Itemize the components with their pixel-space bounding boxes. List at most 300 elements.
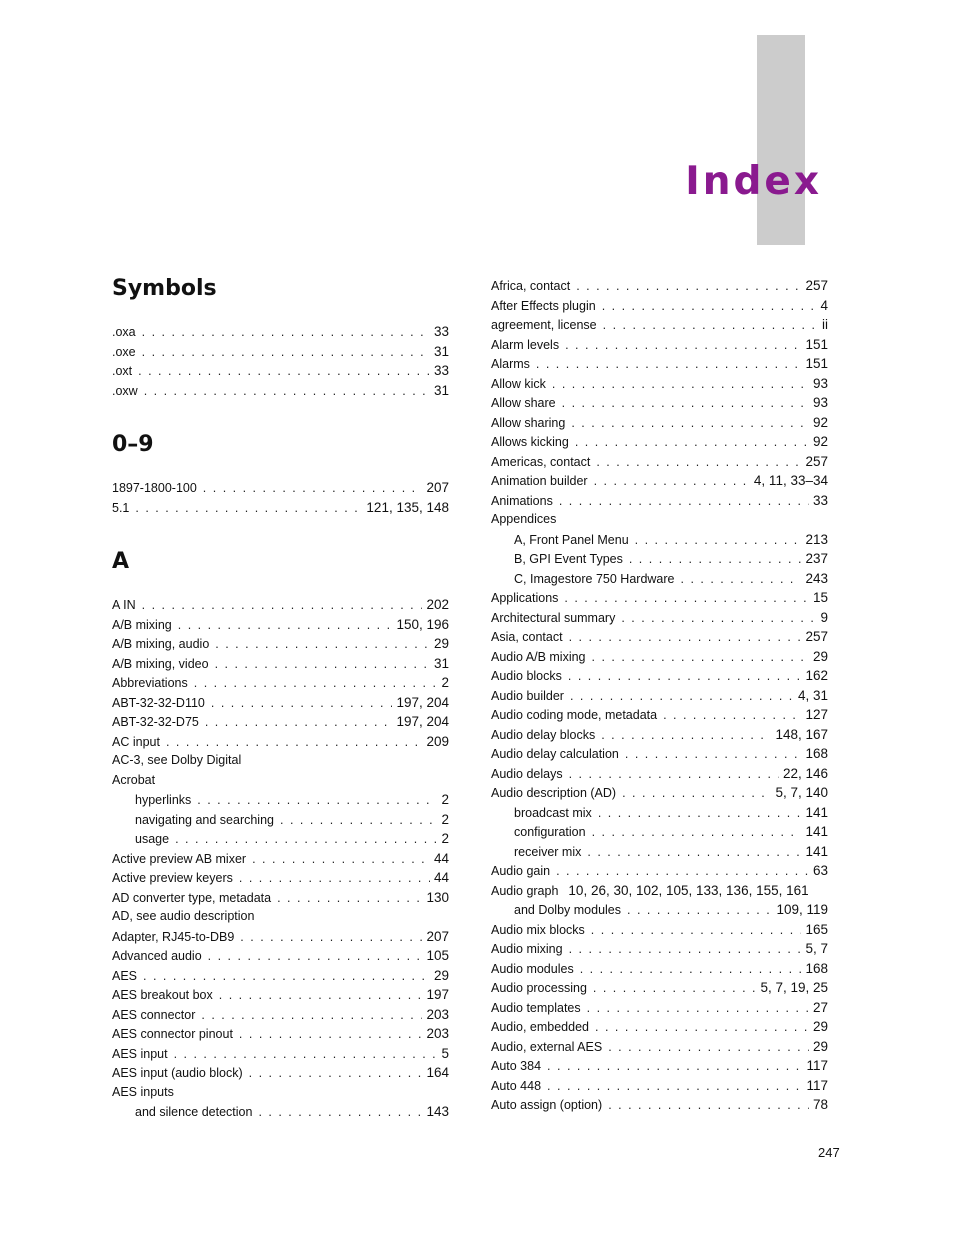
entry-pages[interactable]: 2: [441, 831, 449, 846]
index-entry[interactable]: [491, 374, 828, 394]
index-entry[interactable]: [491, 647, 828, 667]
entry-pages[interactable]: 5, 7, 19, 25: [760, 980, 828, 995]
index-entry[interactable]: [112, 673, 449, 693]
dot-leader: [536, 355, 802, 375]
index-entry[interactable]: [112, 1024, 449, 1044]
index-entry[interactable]: [112, 927, 449, 947]
entry-pages[interactable]: 5, 7, 140: [775, 785, 828, 800]
index-entry[interactable]: [491, 491, 828, 511]
entry-term: Applications: [491, 591, 559, 605]
index-entry[interactable]: [491, 1076, 828, 1096]
page-title: Index: [685, 159, 822, 204]
entry-pages[interactable]: 151: [805, 356, 828, 371]
dot-leader: [215, 655, 430, 675]
index-entry[interactable]: [491, 608, 828, 628]
dot-leader: [587, 843, 801, 863]
dot-leader: [552, 375, 809, 395]
entry-term: Allow kick: [491, 376, 546, 391]
entry-term: 5.1: [112, 500, 130, 515]
entry-pages[interactable]: 29: [812, 648, 828, 664]
dot-leader: [175, 830, 437, 850]
entry-pages[interactable]: 117: [806, 1077, 828, 1093]
index-entry[interactable]: [491, 744, 828, 764]
dot-leader: [575, 433, 809, 453]
dot-leader: [178, 616, 393, 636]
dot-leader: [627, 901, 772, 921]
entry-term: A/B mixing, audio: [112, 637, 210, 651]
index-subentry[interactable]: [491, 569, 828, 589]
dot-leader: [166, 733, 423, 753]
entry-pages[interactable]: 164: [426, 1065, 449, 1080]
entry-pages[interactable]: 29: [433, 636, 449, 651]
entry-term: agreement, license: [491, 318, 597, 332]
index-entry[interactable]: [491, 315, 828, 335]
dot-leader: [596, 453, 801, 473]
entry-term: Audio delay blocks: [491, 727, 596, 742]
dot-leader: [249, 1064, 423, 1084]
entry-pages[interactable]: 207: [426, 928, 449, 944]
entry-pages[interactable]: 78: [812, 1097, 828, 1112]
entry-term: AD converter type, metadata: [112, 890, 272, 905]
entry-pages[interactable]: 141: [805, 843, 828, 859]
entry-pages[interactable]: 202: [426, 597, 449, 612]
dot-leader: [625, 745, 802, 765]
dot-leader: [601, 726, 771, 746]
entry-term: A/B mixing, video: [112, 656, 209, 671]
dot-leader: [277, 889, 422, 909]
entry-term: Africa, contact: [491, 279, 571, 293]
entry-pages[interactable]: 10, 26, 30, 102, 105, 133, 136, 155, 161: [568, 882, 809, 898]
index-entry[interactable]: [112, 595, 449, 615]
dot-leader: [570, 687, 794, 707]
section-heading: Symbols: [112, 276, 217, 301]
index-entry[interactable]: [491, 276, 828, 296]
entry-term: After Effects plugin: [491, 298, 596, 313]
dot-leader: [571, 414, 809, 434]
entry-pages[interactable]: 9: [820, 609, 828, 625]
entry-pages[interactable]: 29: [433, 967, 449, 983]
dot-leader: [547, 1057, 802, 1077]
dot-leader: [203, 479, 423, 499]
index-entry[interactable]: [491, 725, 828, 745]
index-entry[interactable]: [112, 615, 449, 635]
entry-term: usage: [135, 832, 170, 846]
index-entry[interactable]: [491, 1095, 828, 1115]
entry-pages[interactable]: 150, 196: [396, 616, 449, 632]
entry-pages[interactable]: 148, 167: [775, 726, 828, 742]
entry-pages[interactable]: 31: [433, 655, 449, 671]
dot-leader: [142, 323, 430, 343]
entry-term: Audio graph: [491, 883, 559, 898]
entry-pages[interactable]: 165: [805, 921, 828, 937]
entry-term: Audio, external AES: [491, 1039, 603, 1054]
entry-term: Audio delays: [491, 766, 563, 781]
index-entry[interactable]: [112, 693, 449, 713]
index-entry[interactable]: [112, 712, 449, 732]
entry-term: Alarms: [491, 357, 530, 371]
entry-pages[interactable]: 203: [426, 1026, 449, 1041]
entry-pages[interactable]: 209: [426, 733, 449, 749]
index-section: [112, 517, 449, 1122]
entry-term: configuration: [514, 825, 586, 839]
index-entry[interactable]: [491, 686, 828, 706]
entry-pages[interactable]: 2: [441, 811, 449, 827]
entry-term: Active preview AB mixer: [112, 851, 247, 866]
dot-leader: [564, 589, 809, 609]
entry-pages[interactable]: 130: [426, 889, 449, 905]
entry-pages[interactable]: 121, 135, 148: [366, 499, 449, 515]
index-entry[interactable]: [112, 771, 449, 791]
index-entry[interactable]: [112, 1083, 449, 1103]
entry-term: C, Imagestore 750 Hardware: [514, 571, 675, 586]
entry-pages[interactable]: 27: [812, 999, 828, 1015]
index-section: [112, 400, 449, 517]
dot-leader: [208, 947, 423, 967]
entry-pages[interactable]: 93: [812, 395, 828, 410]
dot-leader: [205, 713, 393, 733]
index-entry[interactable]: [491, 1037, 828, 1057]
entry-term: .oxe: [112, 344, 136, 359]
index-subentry[interactable]: [112, 790, 449, 810]
dot-leader: [174, 1045, 438, 1065]
dot-leader: [559, 492, 809, 512]
dot-leader: [565, 336, 801, 356]
index-column-right: [491, 276, 828, 1115]
entry-pages[interactable]: 33: [812, 492, 828, 508]
entry-term: Advanced audio: [112, 949, 202, 963]
dot-leader: [608, 1096, 809, 1116]
entry-pages[interactable]: 143: [426, 1104, 449, 1119]
dot-leader: [197, 791, 437, 811]
entry-term: .oxw: [112, 383, 138, 398]
entry-pages[interactable]: 257: [805, 278, 828, 293]
index-subentry[interactable]: [112, 1102, 449, 1122]
index-entry[interactable]: [491, 666, 828, 686]
entry-term: Animation builder: [491, 474, 588, 488]
entry-pages[interactable]: 22, 146: [782, 765, 828, 781]
entry-pages[interactable]: 257: [805, 629, 828, 644]
entry-pages[interactable]: 117: [806, 1058, 828, 1073]
entry-pages[interactable]: 105: [426, 948, 449, 963]
index-subentry[interactable]: [491, 803, 828, 823]
entry-pages[interactable]: 197, 204: [396, 694, 449, 710]
entry-term: ABT-32-32-D110: [112, 695, 205, 710]
entry-term: Alarm levels: [491, 337, 560, 352]
entry-term: Abbreviations: [112, 676, 188, 690]
page-number: 247: [818, 1145, 840, 1160]
dot-leader: [681, 570, 802, 590]
index-entry[interactable]: [112, 907, 449, 927]
index-entry[interactable]: [491, 764, 828, 784]
entry-term: hyperlinks: [135, 793, 192, 807]
entry-term: Asia, contact: [491, 630, 563, 644]
entry-term: Auto 384: [491, 1059, 542, 1073]
index-subentry[interactable]: [491, 530, 828, 550]
entry-term: Audio, embedded: [491, 1020, 589, 1034]
entry-term: AES connector pinout: [112, 1027, 233, 1041]
dot-leader: [569, 765, 779, 785]
index-subentry[interactable]: [112, 810, 449, 830]
entry-term: AC-3, see Dolby Digital: [112, 753, 242, 767]
index-subentry[interactable]: [112, 829, 449, 849]
index-entry[interactable]: [112, 868, 449, 888]
dot-leader: [621, 609, 816, 629]
index-entry[interactable]: [491, 452, 828, 472]
entry-term: and silence detection: [135, 1105, 253, 1119]
index-entry[interactable]: [491, 335, 828, 355]
index-entry[interactable]: [112, 966, 449, 986]
index-entry[interactable]: [491, 432, 828, 452]
dot-leader: [143, 967, 430, 987]
entry-pages[interactable]: 257: [805, 453, 828, 469]
index-entry[interactable]: [491, 588, 828, 608]
dot-leader: [547, 1077, 802, 1097]
entry-pages[interactable]: 207: [426, 480, 449, 495]
index-entry[interactable]: [491, 998, 828, 1018]
entry-term: Allow sharing: [491, 415, 566, 430]
entry-pages[interactable]: 4, 11, 33–34: [753, 473, 828, 488]
dot-leader: [135, 499, 362, 519]
entry-pages[interactable]: 141: [805, 804, 828, 820]
dot-leader: [592, 823, 802, 843]
entry-term: Audio delay calculation: [491, 747, 619, 761]
entry-term: 1897-1800-100: [112, 481, 197, 495]
entry-pages[interactable]: 141: [805, 824, 828, 839]
entry-term: Audio description (AD): [491, 786, 617, 800]
dot-leader: [252, 850, 430, 870]
dot-leader: [280, 811, 437, 831]
entry-pages[interactable]: 44: [433, 870, 449, 885]
entry-pages[interactable]: 197, 204: [396, 714, 449, 729]
entry-pages[interactable]: 5: [441, 1045, 449, 1061]
entry-pages[interactable]: 127: [805, 707, 828, 722]
entry-term: Audio mix blocks: [491, 922, 585, 937]
index-entry[interactable]: [112, 361, 449, 381]
entry-term: Architectural summary: [491, 610, 616, 625]
entry-term: Audio mixing: [491, 942, 563, 956]
entry-pages[interactable]: 168: [805, 960, 828, 976]
entry-term: AC input: [112, 734, 160, 749]
entry-term: Acrobat: [112, 772, 156, 787]
index-entry[interactable]: [491, 705, 828, 725]
dot-leader: [142, 343, 430, 363]
index-entry[interactable]: [491, 296, 828, 316]
entry-pages[interactable]: 33: [433, 363, 449, 378]
dot-leader: [556, 862, 809, 882]
entry-term: Active preview keyers: [112, 871, 233, 885]
dot-leader: [587, 999, 809, 1019]
dot-leader: [562, 394, 809, 414]
entry-term: Audio modules: [491, 961, 574, 976]
dot-leader: [598, 804, 802, 824]
entry-pages[interactable]: 92: [812, 414, 828, 430]
section-heading: 0–9: [112, 432, 154, 457]
entry-term: A/B mixing: [112, 617, 172, 632]
index-entry[interactable]: [491, 510, 828, 530]
index-entry[interactable]: [112, 1005, 449, 1025]
entry-term: Audio processing: [491, 981, 587, 995]
entry-pages[interactable]: 4, 31: [797, 687, 828, 703]
entry-term: Appendices: [491, 512, 557, 526]
entry-term: AES connector: [112, 1007, 196, 1022]
dot-leader: [576, 277, 801, 297]
index-entry[interactable]: [112, 888, 449, 908]
entry-pages[interactable]: 197: [426, 987, 449, 1002]
index-entry[interactable]: [491, 881, 828, 901]
index-entry[interactable]: [491, 783, 828, 803]
index-entry[interactable]: [491, 1056, 828, 1076]
dot-leader: [215, 635, 430, 655]
dot-leader: [569, 628, 802, 648]
dot-leader: [201, 1006, 422, 1026]
dot-leader: [569, 940, 802, 960]
index-entry[interactable]: [112, 985, 449, 1005]
entry-term: .oxa: [112, 325, 136, 339]
index-subentry[interactable]: [491, 842, 828, 862]
entry-pages[interactable]: 29: [812, 1019, 828, 1034]
entry-pages[interactable]: 162: [805, 668, 828, 683]
entry-term: Animations: [491, 493, 553, 508]
dot-leader: [592, 648, 809, 668]
index-entry[interactable]: [112, 732, 449, 752]
dot-leader: [258, 1103, 422, 1123]
entry-term: AD, see audio description: [112, 909, 255, 923]
entry-pages[interactable]: 203: [426, 1006, 449, 1022]
entry-pages[interactable]: 92: [812, 434, 828, 449]
index-entry[interactable]: [491, 939, 828, 959]
dot-leader: [142, 596, 423, 616]
dot-leader: [594, 472, 750, 492]
index-entry[interactable]: [491, 920, 828, 940]
entry-term: navigating and searching: [135, 812, 274, 827]
dot-leader: [211, 694, 393, 714]
index-entry[interactable]: [112, 498, 449, 518]
index-entry[interactable]: [112, 1044, 449, 1064]
entry-pages[interactable]: 243: [805, 570, 828, 586]
entry-term: Audio gain: [491, 864, 551, 878]
entry-term: Audio blocks: [491, 669, 562, 683]
entry-term: Allow share: [491, 396, 556, 410]
index-subentry[interactable]: [491, 822, 828, 842]
entry-term: A IN: [112, 598, 136, 612]
index-entry[interactable]: [491, 627, 828, 647]
index-entry[interactable]: [112, 322, 449, 342]
entry-pages[interactable]: 31: [433, 382, 449, 398]
entry-term: B, GPI Event Types: [514, 552, 623, 566]
dot-leader: [622, 784, 771, 804]
dot-leader: [144, 382, 430, 402]
index-entry[interactable]: [491, 1017, 828, 1037]
index-entry[interactable]: [491, 978, 828, 998]
entry-pages[interactable]: 213: [805, 531, 828, 547]
entry-pages[interactable]: 31: [433, 343, 449, 359]
entry-pages[interactable]: 63: [812, 863, 828, 878]
entry-pages[interactable]: 168: [805, 746, 828, 761]
entry-pages[interactable]: 2: [441, 792, 449, 807]
index-entry[interactable]: [112, 478, 449, 498]
dot-leader: [602, 297, 817, 317]
dot-leader: [595, 1018, 809, 1038]
dot-leader: [663, 706, 801, 726]
entry-term: receiver mix: [514, 844, 582, 859]
dot-leader: [239, 869, 430, 889]
entry-term: Americas, contact: [491, 454, 591, 469]
dot-leader: [240, 928, 422, 948]
chapter-tab: [757, 35, 805, 245]
entry-term: Adapter, RJ45-to-DB9: [112, 929, 235, 944]
entry-term: Audio templates: [491, 1000, 581, 1015]
entry-term: Audio A/B mixing: [491, 649, 586, 664]
entry-pages[interactable]: ii: [822, 317, 828, 332]
entry-term: Auto 448: [491, 1078, 542, 1093]
entry-pages[interactable]: 2: [441, 675, 449, 690]
dot-leader: [603, 316, 818, 336]
index-entry[interactable]: [112, 342, 449, 362]
entry-term: ABT-32-32-D75: [112, 715, 199, 729]
entry-pages[interactable]: 4: [820, 297, 828, 313]
entry-pages[interactable]: 237: [805, 551, 828, 566]
index-entry[interactable]: [112, 634, 449, 654]
index-entry[interactable]: [112, 654, 449, 674]
dot-leader: [635, 531, 802, 551]
index-entry[interactable]: [112, 381, 449, 401]
index-entry[interactable]: [491, 393, 828, 413]
dot-leader: [591, 921, 802, 941]
entry-pages[interactable]: 5, 7: [805, 941, 828, 956]
entry-pages[interactable]: 109, 119: [776, 902, 828, 917]
index-entry[interactable]: [491, 471, 828, 491]
dot-leader: [138, 362, 430, 382]
entry-pages[interactable]: 151: [805, 336, 828, 352]
entry-term: AES inputs: [112, 1084, 174, 1099]
index-section: [112, 270, 449, 400]
entry-pages[interactable]: 29: [812, 1038, 828, 1054]
dot-leader: [593, 979, 757, 999]
entry-term: Audio coding mode, metadata: [491, 708, 658, 722]
index-column-left: [112, 270, 449, 1122]
dot-leader: [239, 1025, 423, 1045]
entry-pages[interactable]: 93: [812, 375, 828, 391]
entry-term: AES breakout box: [112, 988, 213, 1002]
entry-term: AES input: [112, 1046, 168, 1061]
index-subentry[interactable]: [491, 549, 828, 569]
index-subentry[interactable]: [491, 900, 828, 920]
entry-term: broadcast mix: [514, 805, 592, 820]
index-entry[interactable]: [112, 1063, 449, 1083]
entry-pages[interactable]: 15: [812, 590, 828, 605]
entry-term: and Dolby modules: [514, 903, 622, 917]
entry-term: AES input (audio block): [112, 1066, 243, 1080]
entry-term: A, Front Panel Menu: [514, 532, 629, 547]
entry-pages[interactable]: 33: [433, 324, 449, 339]
dot-leader: [608, 1038, 809, 1058]
index-entry[interactable]: [112, 946, 449, 966]
index-entry[interactable]: [491, 354, 828, 374]
entry-term: .oxt: [112, 364, 133, 378]
index-entry[interactable]: [112, 751, 449, 771]
section-heading: A: [112, 549, 130, 574]
entry-term: Allows kicking: [491, 435, 569, 449]
dot-leader: [580, 960, 802, 980]
entry-pages[interactable]: 44: [433, 850, 449, 866]
dot-leader: [568, 667, 802, 687]
index-entry[interactable]: [491, 959, 828, 979]
index-entry[interactable]: [491, 413, 828, 433]
index-entry[interactable]: [112, 849, 449, 869]
index-entry[interactable]: [491, 861, 828, 881]
entry-term: Auto assign (option): [491, 1098, 603, 1112]
entry-term: AES: [112, 968, 138, 983]
